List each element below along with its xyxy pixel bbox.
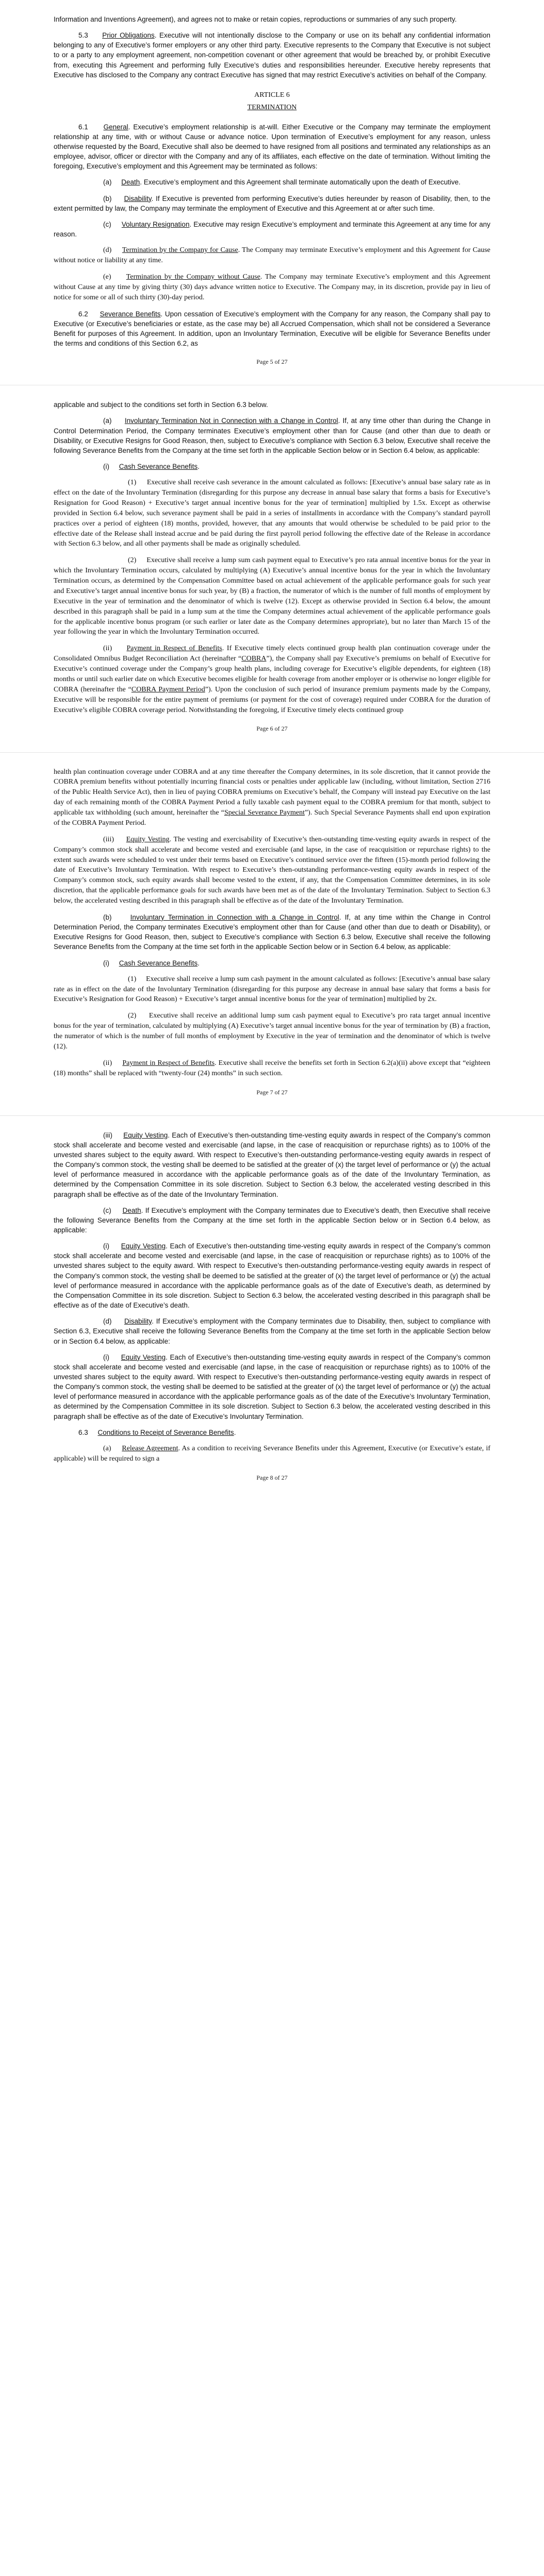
paragraph [54,462,490,471]
underlined-term: General [103,123,128,131]
text-run: ARTICLE 6 [254,91,290,99]
text-run: applicable and subject to the conditions set forth in Section 6.3 below. [54,401,268,409]
text-run: . [197,463,200,471]
underlined-term: Payment in Respect of Benefits [122,1059,215,1067]
text-run: TERMINATION [247,103,297,111]
text-run: . The Company may terminate Executive’s employment and this Agreement without Cause at any time by giving thirty (30) days advance written notice to Executive. The Company may, in its discretion, provide pay in lieu of notice for some or all of such thirty (30)-day period. [54,273,490,301]
text-run: ”). Such Special Severance Payments shall end upon expiration of the COBRA Payment Period. [54,809,490,827]
text-run: . The Company may terminate Executive’s employment and this Agreement for Cause without notice or liability at any time. [54,246,490,265]
text-run: . If Executive’s employment with the Company terminates due to Disability, then, subject to compliance with Section 6.3, Executive shall receive the following Severance Benefits from the Company at the time set forth in the applicable Section below or in Section 6.4 below, as applicable: [54,1317,490,1345]
paragraph [54,958,490,968]
underlined-term: COBRA [241,655,267,663]
text-run: (c) [103,220,122,228]
underlined-term: Disability [124,194,152,202]
paragraph [54,1011,490,1052]
text-run: ”). Upon the conclusion of such period of insurance premium payments made by the Company, Executive will be responsible for the entire payment of premiums (or payment for the cost of coverage) required under COBRA for the duration of Executive’s eligible COBRA coverage period. Notwithstanding the foregoing, if Executive timely elects continued group [54,685,491,714]
paragraph [54,835,490,906]
text-run: 6.1 [78,123,104,131]
text-run: 6.3 [78,1428,98,1436]
paragraph [54,1352,490,1421]
text-run: (b) [103,913,130,921]
paragraph [54,974,490,1005]
underlined-term: Severance Benefits [100,310,161,318]
text-run: . The vesting and exercisability of Executive’s then-outstanding time-vesting equity awards in respect of the Company’s common stock shall accelerate and become vested and exercisable (and lapse, in the case of reacquisition or repurchase rights) to the extent such awards were scheduled to vest under their terms based on Executive’s continued service over the fifteen (15)-month period following the date of Executive’s Involuntary Termination. With respect to Executive’s then-outstanding performance-vesting equity awards in respect of the Company’s common stock, such equity awards shall become vested to the extent, if any, that the Compensation Committee determines, in its sole discretion, that the applicable performance goals for such awards have been met as of the date of the Involuntary Termination. Subject to Section 6.3 below, the accelerated vesting described in this paragraph shall be effective as of the date of the Involuntary Termination. [54,835,491,905]
text-run: . Executive shall receive the benefits set forth in Section 6.2(a)(ii) above except that “eighteen (18) months” shall be replaced with “twenty-four (24) months” in such section. [54,1059,490,1077]
document-page [0,752,544,1115]
paragraph [54,1241,490,1310]
text-run: . [197,959,200,967]
paragraph [54,219,490,239]
text-run: (a) [103,178,122,187]
underlined-term: Termination by the Company for Cause [122,246,238,255]
paragraph [54,245,490,266]
underlined-term: Death [122,1206,141,1214]
text-run: (1) Executive shall receive cash severance in the amount calculated as follows: [Executive’s annual base salary rate as in effect on the date of the Involuntary Termination (disregarding for this purpose any decrease in annual base salary that forms a basis for Executive’s Resignation for Good Reason) + Executive’s target annual incentive bonus for the year of termination] multiplied by 1.5x. Except as otherwise provided in Section 6.4 below, such severance payment shall be paid in a series of installments in accordance with the Company’s standard payroll practices over a period of eighteen (18) months, provided, however, that any amounts that would otherwise be scheduled to be paid prior to the effective date of the Release shall instead accrue and be paid during the first payroll period following the effective date of the Release in accordance with Section 6.3 below, and all other payments shall be made as originally scheduled. [54,479,490,548]
text-run: . [234,1428,236,1436]
text-run: . Executive may resign Executive’s employment and terminate this Agreement at any time for any reason. [54,220,490,239]
paragraph [54,1058,490,1079]
text-run: (a) [103,417,125,425]
underlined-term: Special Severance Payment [224,809,305,817]
paragraph [54,1206,490,1235]
paragraph [54,1316,490,1346]
paragraph [54,177,490,187]
document-page [0,0,544,385]
text-run: (c) [103,1206,123,1214]
text-run: (ii) [103,645,127,653]
text-run: (i) [103,1353,121,1361]
text-run: . Each of Executive’s then-outstanding time-vesting equity awards in respect of the Company’s common stock shall accelerate and become vested and exercisable (and lapse, in the case of reacquisition or repurchase rights) as to 100% of the unvested shares subject to the equity award. With respect to Executive’s then-outstanding performance-vesting equity awards in respect of the Company’s common stock, the vesting shall be deemed to be satisfied at the greater of (x) the target level of performance or (y) the actual level of performance measured in accordance with the applicable performance goals as of the date of Executive’s death, as determined by the Compensation Committee in its sole discretion. Subject to Section 6.3 below, the accelerated vesting described in this paragraph shall be effective as of the date of Executive’s death. [54,1242,491,1310]
text-run: (d) [103,246,122,255]
paragraph [54,416,490,455]
paragraph [54,14,490,24]
page-number: Page 5 of 27 [256,358,288,366]
paragraph [54,767,490,828]
paragraph [54,643,490,715]
paragraph [54,30,490,80]
paragraph [54,1130,490,1199]
paragraph [54,309,490,349]
text-run: . Executive’s employment and this Agreement shall terminate automatically upon the death of Executive. [140,178,461,187]
document-page [0,385,544,752]
text-run: . If Executive is prevented from performing Executive’s duties hereunder by reason of Disability, then, to the extent permitted by law, the Company may terminate the employment of Executive and this Agreement at or after such time. [54,194,490,212]
text-run: . If, at any time other than during the Change in Control Determination Period, the Company terminates Executive’s employment other than for Cause (and other than due to death or Disability, or Executive Resigns for Good Reason, then, subject to Executive’s compliance with Section 6.3 below, Executive shall receive the following Severance Benefits from the Company at the time set forth in the applicable Section below or in Section 6.4 below, as applicable: [54,417,490,454]
underlined-term: Conditions to Receipt of Severance Benefits [97,1428,234,1436]
underlined-term: Death [121,178,140,187]
text-run: (e) [103,273,126,281]
underlined-term: Involuntary Termination in Connection with a Change in Control [130,913,339,921]
text-run: . If Executive timely elects continued group health plan continuation coverage under the Consolidated Omnibus Budget Reconciliation Act (hereinafter “ [54,645,490,663]
text-run: (i) [103,1242,121,1250]
text-run: (iii) [103,1131,124,1139]
underlined-term: Equity Vesting [121,1353,166,1361]
text-run: (2) Executive shall receive an additional lump sum cash payment equal to Executive’s pro rata target annual incentive bonus for the year of termination, calculated by multiplying (A) Executive’s target annual incentive bonus for the year of termination by (B) a fraction, the numerator of which is the number of full months of employment by Executive in the year of termination and the denominator of which is twelve (12). [54,1012,490,1050]
document-page [0,1115,544,1501]
text-run: . If, at any time within the Change in Control Determination Period, the Company terminates Executive’s employment other than for Cause (and other than due to death or Disability), or Executive Resigns for Good Reason, then, subject to Executive’s compliance with Section 6.3 below, Executive shall receive the following Severance Benefits from the Company at the time set forth in the applicable Section below or in Section 6.4 below, as applicable: [54,913,490,951]
underlined-term: Equity Vesting [126,835,170,843]
paragraph [54,1428,490,1437]
paragraph [54,912,490,952]
underlined-term: Termination by the Company without Cause [126,273,260,281]
underlined-term: Disability [124,1317,152,1326]
text-run: . Executive’s employment relationship is at-will. Either Executive or the Company may terminate the employment relationship at any time, with or without Cause or advance notice. Upon termination of Executive’s employment for any reason, unless otherwise requested by the Board, Executive shall also be deemed to have resigned from all positions and terminated any relationships as an employee, advisor, officer or director with the Company and any of its affiliates, each effective on the date of termination. Without limiting the foregoing, Executive’s employment and this Agreement may be terminated as follows: [54,123,490,171]
paragraph [54,555,490,637]
page-number: Page 6 of 27 [256,725,288,733]
underlined-term: Payment in Respect of Benefits [126,645,222,653]
text-run: (ii) [103,1059,123,1067]
section-heading [54,103,490,113]
underlined-term: Equity Vesting [123,1131,168,1139]
text-run: (i) [103,463,119,471]
text-run: (a) [103,1444,122,1452]
underlined-term: Cash Severance Benefits [119,463,198,471]
text-run: . Upon cessation of Executive’s employment with the Company for any reason, the Company shall pay to Executive (or Executive’s beneficiaries or estate, as the case may be) all Accrued Compensation, which shall not be considered a Severance Benefit for purposes of this Agreement. In addition, upon an Involuntary Termination, Executive will be eligible for Severance Benefits under the terms and conditions of this Section 6.2, as [54,310,491,348]
text-run: . Executive will not intentionally disclose to the Company or use on its behalf any confidential information belonging to any of Executive’s former employers or any other third party. Executive represents to the Company that Executive is not subject to or a party to any employment agreement, non-competition covenant or other agreement that would be breached by, or prohibit Executive from, executing this Agreement and performing fully Executive’s duties and responsibilities hereunder. Executive hereby represents that Executive has disclosed to the Company any contract Executive has signed that may restrict Executive’s activities on behalf of the Company. [54,31,491,79]
underlined-term: Involuntary Termination Not in Connection with a Change in Control [124,417,338,425]
underlined-term: Cash Severance Benefits [119,959,198,967]
text-run: (d) [103,1317,125,1326]
paragraph [54,1444,490,1464]
text-run: 6.2 [78,310,100,318]
section-heading [54,90,490,100]
paragraph [54,400,490,410]
underlined-term: Release Agreement [122,1444,178,1452]
text-run: health plan continuation coverage under COBRA and at any time thereafter the Company determines, in its sole discretion, that it cannot provide the COBRA premium benefits without potentially incurring financial costs or penalties under applicable law (including, without limitation, Section 2716 of the Public Health Service Act), then in lieu of paying COBRA premiums on Executive’s behalf, the Company will instead pay Executive on the last day of each remaining month of the COBRA Payment Period a fully taxable cash payment equal to the COBRA premium for that month, subject to applicable tax withholding (such amount, hereinafter the “ [54,768,490,817]
text-run: (i) [103,959,119,967]
text-run: (1) Executive shall receive a lump sum cash payment in the amount calculated as follows: [Executive’s annual base salary rate as in effect on the date of the Involuntary Termination (disregarding for this purpose any decrease in annual base salary that forms a basis for Executive’s Resignation for Good Reason) + Executive’s target annual incentive bonus for the year of termination] multiplied by 2x. [54,975,490,1004]
paragraph [54,194,490,213]
underlined-term: Prior Obligations [102,31,155,40]
text-run: . Each of Executive’s then-outstanding time-vesting equity awards in respect of the Company’s common stock shall accelerate and become vested and exercisable (and lapse, in the case of reacquisition or repurchase rights) as to 100% of the unvested shares subject to the equity award. With respect to Executive’s then-outstanding performance-vesting equity awards in respect of the Company’s common stock, the vesting shall be deemed to be satisfied at the greater of (x) the target level of performance or (y) the actual level of performance measured in accordance with the applicable performance goals as of the date of the Involuntary Termination, as determined by the Compensation Committee in its sole discretion. Subject to Section 6.3 below, the accelerated vesting described in this paragraph shall be effective as of the date of the Involuntary Termination. [54,1131,491,1198]
paragraph [54,272,490,303]
text-run: (iii) [103,835,126,843]
text-run: 5.3 [78,31,103,40]
paragraph [54,122,490,172]
underlined-term: Voluntary Resignation [121,220,190,228]
underlined-term: COBRA Payment Period [131,685,205,693]
text-run: (b) [103,194,124,202]
text-run: Information and Inventions Agreement), and agrees not to make or retain copies, reproductions or summaries of any such property. [54,15,457,23]
underlined-term: Equity Vesting [121,1242,166,1250]
text-run: (2) Executive shall receive a lump sum cash payment equal to Executive’s pro rata annual incentive bonus for the year in which the Involuntary Termination occurs, calculated by multiplying (A) Executive’s annual incentive bonus for the year in which the Involuntary Termination occurs, as determined by the Compensation Committee based on actual achievement of the applicable performance goals for such year and Executive’s target annual incentive bonus for such year, by (B) a fraction, the numerator of which is the number of full months of employment by Executive in the year of termination and the denominator of which is twelve (12). Except as otherwise provided in Section 6.4 below, the amount described in this paragraph shall be paid in a lump sum at the time the Company determines actual achievement of the applicable performance goals for the applicable incentive bonus program (or such earlier or later date as the Company determines appropriate), but no later than March 15 of the year following the year in which the Involuntary Termination occurred. [54,556,490,636]
text-run: ”), the Company shall pay Executive’s premiums on behalf of Executive for Executive’s continued coverage under the Company’s group health plans, including coverage for Executive’s eligible dependents, for eighteen (18) months or until such earlier date on which Executive becomes eligible for health coverage from another employer or is otherwise no longer eligible for COBRA (hereinafter the “ [54,655,490,693]
text-run: . If Executive’s employment with the Company terminates due to Executive’s death, then Executive shall receive the following Severance Benefits from the Company at the time set forth in the applicable Section below or in Section 6.4 below, as applicable: [54,1206,490,1234]
text-run: . Each of Executive’s then-outstanding time-vesting equity awards in respect of the Company’s common stock shall accelerate and become vested and exercisable (and lapse, in the case of reacquisition or repurchase rights) as to 100% of the unvested shares subject to the equity award. With respect to Executive’s then-outstanding performance-vesting equity awards in respect of the Company’s common stock, the vesting shall be deemed to be satisfied at the greater of (x) the target level of performance or (y) the actual level of performance measured in accordance with the applicable performance goals as of the date of the Executive’s Involuntary Termination, as determined by the Compensation Committee in its sole discretion. Subject to Section 6.3 below, the accelerated vesting described in this paragraph shall be effective as of the date of Executive’s Involuntary Termination. [54,1353,491,1420]
paragraph [54,478,490,549]
text-run: . As a condition to receiving Severance Benefits under this Agreement, Executive (or Executive’s estate, if applicable) will be required to sign a [54,1444,490,1463]
page-number: Page 8 of 27 [256,1473,288,1481]
page-number: Page 7 of 27 [256,1088,288,1096]
